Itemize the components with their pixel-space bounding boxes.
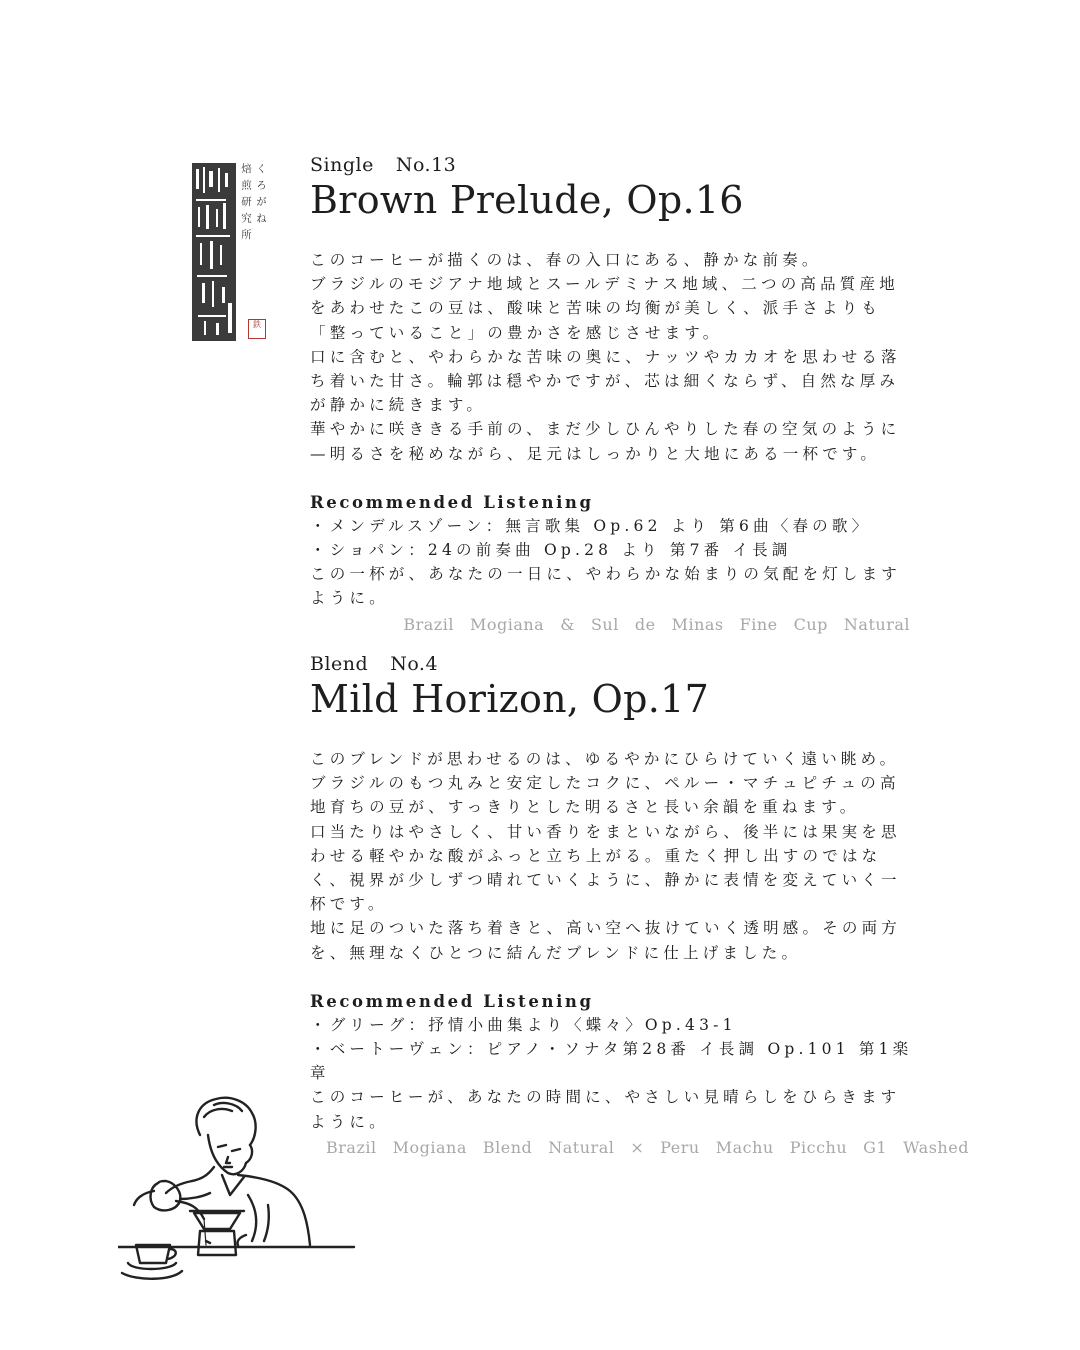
origin-word: × [630, 1137, 645, 1157]
description-line: 華やかに咲ききる手前の、まだ少しひんやりした春の空気のように [310, 420, 901, 439]
description-line: 「整っていること」の豊かさを感じさせます。 [310, 323, 723, 342]
recommended-line: ・ショパン：24の前奏曲 Op.28 より 第7番 イ長調 [310, 541, 792, 560]
single-type: Single [310, 154, 374, 176]
blend-section [310, 653, 969, 1157]
origin-word: Cup [793, 614, 828, 634]
origin-word: Washed [903, 1137, 969, 1157]
blend-recommended-heading: Recommended Listening [310, 991, 594, 1011]
single-recommended-list [310, 514, 910, 611]
description-line: をあわせたこの豆は、酸味と苦味の均衡が美しく、派手さよりも [310, 299, 881, 318]
origin-word: Natural [548, 1137, 615, 1157]
description-line: 口に含むと、やわらかな苦味の奥に、ナッツやカカオを思わせる落 [310, 347, 901, 366]
description-line: 地に足のついた落ち着きと、高い空へ抜けていく透明感。その両方 [310, 919, 902, 938]
origin-word: Sul [590, 614, 619, 634]
single-title: Brown Prelude, Op.16 [310, 178, 744, 222]
recommended-line: ・メンデルスゾーン：無言歌集 Op.62 より 第6曲〈春の歌〉 [310, 516, 872, 535]
origin-word: Machu [715, 1137, 774, 1157]
description-line: 杯です。 [310, 895, 388, 914]
description-line: —明るさを秘めながら、足元はしっかりと大地にある一杯です。 [310, 444, 881, 463]
logo-seal: 鉄 [248, 319, 266, 339]
description-line: を、無理なくひとつに結んだブレンドに仕上げました。 [310, 943, 802, 962]
description-line: 口当たりはやさしく、甘い香りをまといながら、後半には果実を思 [310, 822, 901, 841]
single-description [310, 248, 910, 466]
blend-description [310, 747, 910, 965]
origin-word: G1 [863, 1137, 888, 1157]
description-line: わせる軽やかな酸がふっと立ち上がる。重たく押し出すのではな [310, 846, 882, 865]
blend-number: No.4 [390, 653, 439, 675]
recommended-line: ように。 [310, 1112, 389, 1131]
origin-word: Picchu [789, 1137, 848, 1157]
recommended-line: このコーヒーが、あなたの時間に、やさしい見晴らしをひらきます [310, 1088, 901, 1107]
recommended-line: 章 [310, 1064, 330, 1083]
logo-text-lab: 焙煎研究所 [240, 163, 252, 246]
recommended-line: ・グリーグ：抒情小曲集より〈蝶々〉Op.43-1 [310, 1015, 737, 1034]
description-line: く、視界が少しずつ晴れていくように、静かに表情を変えていく一 [310, 871, 901, 890]
logo-text-kurogane: くろがね [255, 163, 267, 229]
blend-origin [310, 1137, 969, 1157]
description-line: このブレンドが思わせるのは、ゆるやかにひらけていく遠い眺め。 [310, 750, 900, 768]
blend-type: Blend [310, 653, 369, 675]
origin-word: Minas [671, 614, 724, 634]
description-line: ブラジルのもつ丸みと安定したコクに、ペルー・マチュピチュの高 [310, 774, 900, 793]
description-line: が静かに続きます。 [310, 396, 487, 415]
blend-recommended-list [310, 1013, 913, 1134]
logo-mark-icon [192, 163, 236, 341]
origin-word: & [560, 614, 575, 634]
origin-word: Blend [482, 1137, 533, 1157]
single-number: No.13 [395, 154, 457, 176]
single-recommended-heading: Recommended Listening [310, 492, 594, 512]
blend-title: Mild Horizon, Op.17 [310, 677, 710, 721]
description-line: このコーヒーが描くのは、春の入口にある、静かな前奏。 [310, 251, 822, 269]
origin-word: Brazil [403, 614, 454, 634]
origin-word: Mogiana [469, 614, 545, 634]
single-origin [310, 615, 910, 634]
origin-word: Mogiana [392, 1137, 467, 1157]
origin-word: Natural [843, 614, 910, 634]
single-label [310, 154, 910, 176]
origin-word: de [634, 614, 656, 634]
description-line: ブラジルのモジアナ地域とスールデミナス地域、二つの高品質産地 [310, 275, 899, 294]
recommended-line: この一杯が、あなたの一日に、やわらかな始まりの気配を灯します [310, 565, 902, 584]
origin-word: Peru [660, 1137, 700, 1157]
single-section [310, 154, 910, 634]
description-line: 地育ちの豆が、すっきりとした明るさと長い余韻を重ねます。 [310, 798, 860, 817]
brand-logo [192, 163, 268, 343]
description-line: ち着いた甘さ。輪郭は穏やかですが、芯は細くならず、自然な厚み [310, 372, 900, 391]
recommended-line: ・ベートーヴェン：ピアノ・ソナタ第28番 イ長調 Op.101 第1楽 [310, 1040, 913, 1059]
recommended-line: ように。 [310, 589, 389, 608]
blend-label [310, 653, 910, 675]
origin-word: Fine [739, 614, 778, 634]
origin-word: Brazil [326, 1137, 377, 1157]
coffee-pouring-illustration-icon [118, 1095, 358, 1290]
